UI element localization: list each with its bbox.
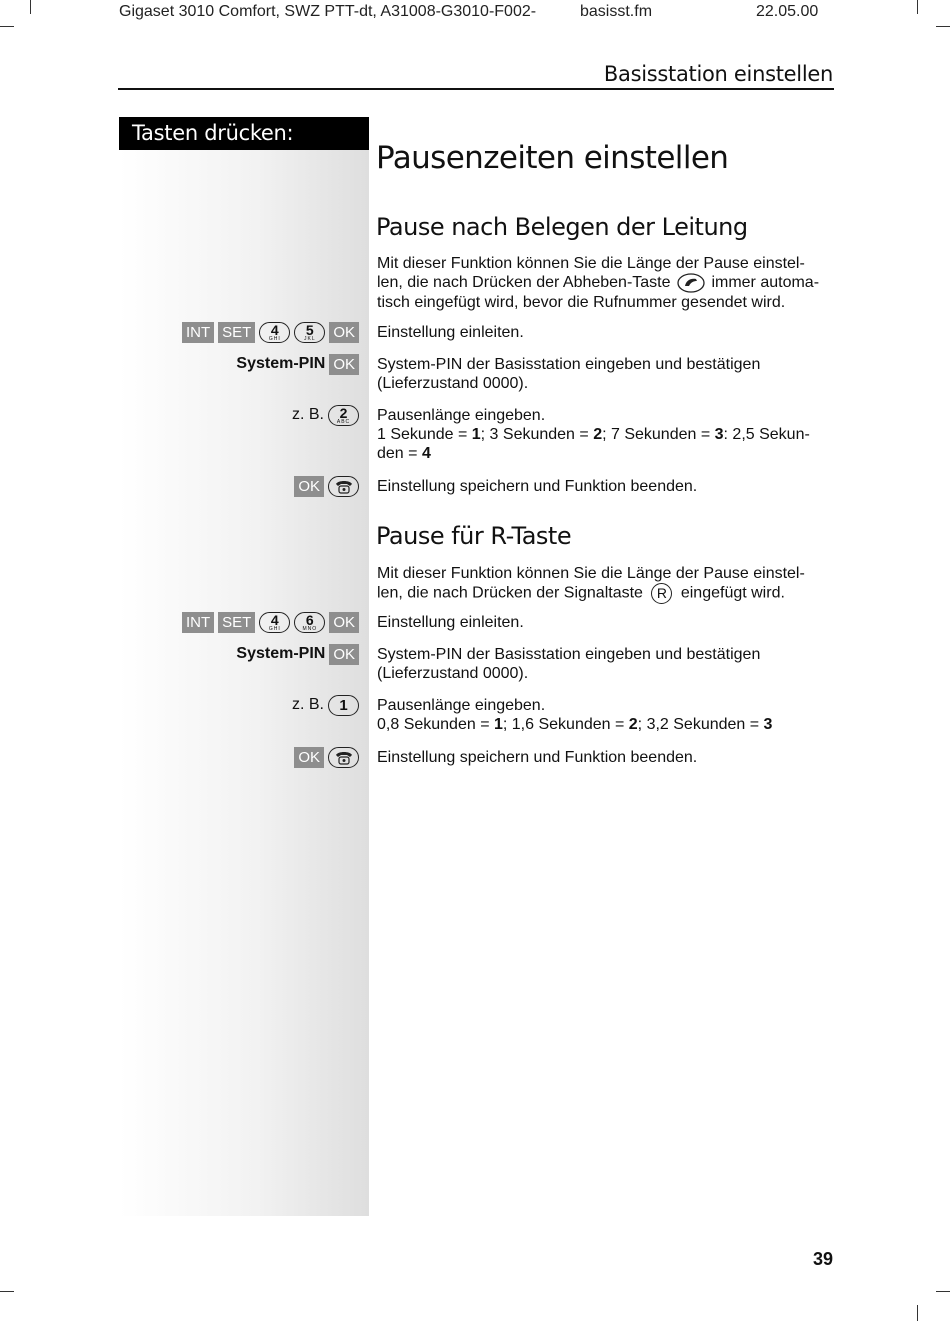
- ok-key: OK: [329, 354, 359, 375]
- page-number: 39: [812, 1249, 833, 1269]
- header-doc-info: Gigaset 3010 Comfort, SWZ PTT-dt, A31008-G3010-F002-: [119, 3, 537, 20]
- key-sequence: [292, 693, 359, 717]
- crop-mark: [917, 1305, 918, 1321]
- step-text: Einstellung speichern und Funktion beenden.: [377, 749, 698, 766]
- intro-line: tisch eingefügt wird, bevor die Rufnummer gesendet wird.: [377, 294, 786, 311]
- digit-key-5: 5 JKL: [294, 322, 325, 343]
- set-key: SET: [218, 612, 255, 633]
- step-text: Einstellung einleiten.: [377, 324, 524, 341]
- ok-key: OK: [329, 644, 359, 665]
- example-label: z. B.: [291, 406, 324, 423]
- intro-line: Mit dieser Funktion können Sie die Länge der Pause einstel-: [377, 565, 805, 582]
- key-column: [119, 117, 369, 1216]
- int-key: INT: [182, 322, 214, 343]
- page-title: Pausenzeiten einstellen: [376, 140, 729, 176]
- digit-key-6: 6 MNO: [294, 612, 325, 633]
- example-label: z. B.: [291, 696, 324, 713]
- crop-mark: [936, 1291, 950, 1292]
- intro-line: len, die nach Drücken der Abheben-Taste immer automa-: [377, 274, 820, 292]
- step-text: System-PIN der Basisstation eingeben und bestätigen (Lieferzustand 0000).: [377, 356, 761, 392]
- header-date: 22.05.00: [756, 3, 819, 20]
- crop-mark: [917, 0, 918, 14]
- crop-mark: [30, 0, 31, 14]
- r-key-icon: R: [651, 583, 672, 604]
- key-sequence: [182, 320, 359, 344]
- digit-key-2: 2 ABC: [328, 405, 359, 426]
- crop-mark: [0, 26, 14, 27]
- step-text: Einstellung speichern und Funktion beenden.: [377, 478, 698, 495]
- ok-key: OK: [294, 747, 324, 768]
- handset-offhook-icon: [677, 273, 705, 293]
- header-rule: [118, 88, 834, 90]
- key-sequence: [236, 352, 359, 376]
- key-sequence: [294, 474, 359, 498]
- handset-onhook-icon: [328, 476, 359, 497]
- key-sequence: [292, 403, 359, 427]
- section-intro: [377, 254, 837, 312]
- section-title: Basisstation einstellen: [603, 62, 833, 86]
- key-sequence: [236, 642, 359, 666]
- system-pin-label: System-PIN: [236, 645, 326, 662]
- section-intro: [377, 564, 837, 604]
- ok-key: OK: [329, 612, 359, 633]
- step-text: Pausenlänge eingeben. 0,8 Sekunden = 1; 1,6 Sekunden = 2; 3,2 Sekunden = 3: [377, 697, 773, 733]
- set-key: SET: [218, 322, 255, 343]
- crop-mark: [0, 1291, 14, 1292]
- digit-key-4: 4 GHI: [259, 612, 290, 633]
- crop-mark: [936, 26, 950, 27]
- ok-key: OK: [294, 476, 324, 497]
- digit-key-1: 1: [328, 695, 359, 716]
- section-heading: Pause für R-Taste: [376, 522, 572, 550]
- header-file-name: basisst.fm: [580, 3, 653, 20]
- intro-line: len, die nach Drücken der Signaltaste R eingefügt wird.: [377, 583, 837, 604]
- step-text: Einstellung einleiten.: [377, 614, 524, 631]
- ok-key: OK: [329, 322, 359, 343]
- digit-key-4: 4 GHI: [259, 322, 290, 343]
- key-column-heading: Tasten drücken:: [119, 117, 369, 150]
- key-sequence: [294, 745, 359, 769]
- step-text: Pausenlänge eingeben. 1 Sekunde = 1; 3 Sekunden = 2; 7 Sekunden = 3: 2,5 Sekun- den = 4: [377, 407, 810, 462]
- key-sequence: [182, 610, 359, 634]
- section-heading: Pause nach Belegen der Leitung: [376, 213, 748, 241]
- intro-line: Mit dieser Funktion können Sie die Länge der Pause einstel-: [377, 255, 805, 272]
- handset-onhook-icon: [328, 747, 359, 768]
- system-pin-label: System-PIN: [236, 355, 326, 372]
- step-text: System-PIN der Basisstation eingeben und bestätigen (Lieferzustand 0000).: [377, 646, 761, 682]
- int-key: INT: [182, 612, 214, 633]
